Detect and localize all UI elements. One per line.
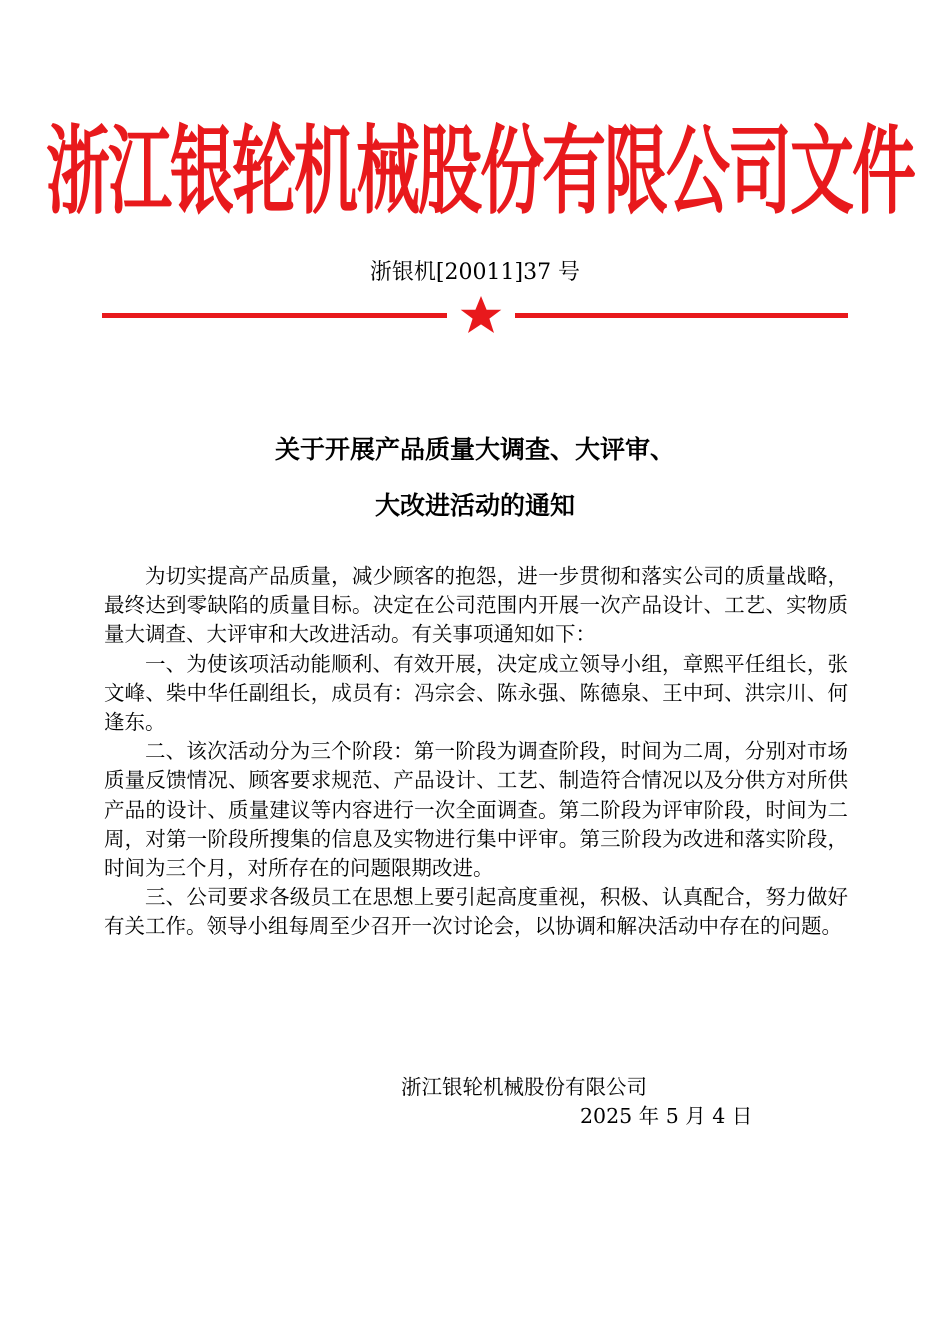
- notice-title-line-2: 大改进活动的通知: [374, 491, 575, 520]
- divider-line-left: [102, 313, 447, 318]
- document-header-title: 浙江银轮机械股份有限公司文件: [46, 117, 914, 229]
- document-number: 浙银机[20011]37 号: [369, 260, 581, 285]
- notice-body: [104, 562, 848, 942]
- body-paragraph-3: 三、公司要求各级员工在思想上要引起高度重视，积极、认真配合，努力做好有关工作。领导小组每周至少召开一次讨论会，以协调和解决活动中存在的问题。: [104, 885, 848, 939]
- notice-title-line-1: 关于开展产品质量大调查、大评审、: [274, 435, 675, 464]
- signature-date: 2025 年 5 月 4 日: [580, 1104, 753, 1128]
- body-paragraph-1: 一、为使该项活动能顺利、有效开展，决定成立领导小组，章熙平任组长，张文峰、柴中华任副组长，成员有：冯宗会、陈永强、陈德泉、王中珂、洪宗川、何逢东。: [104, 651, 848, 735]
- star-icon: [461, 296, 502, 333]
- divider-line-right: [515, 313, 848, 318]
- red-divider-with-star: [102, 296, 848, 346]
- body-paragraph-intro: 为切实提高产品质量，减少顾客的抱怨，进一步贯彻和落实公司的质量战略，最终达到零缺陷的质量目标。决定在公司范围内开展一次产品设计、工艺、实物质量大调查、大评审和大改进活动。有关事项通知如下：: [104, 564, 848, 647]
- signature-company: 浙江银轮机械股份有限公司: [401, 1075, 647, 1099]
- body-paragraph-2: 二、该次活动分为三个阶段：第一阶段为调查阶段，时间为二周，分别对市场质量反馈情况、顾客要求规范、产品设计、工艺、制造符合情况以及分供方对所供产品的设计、质量建议等内容进行一次全面调查。第二阶段为评审阶段，时间为二周，对第一阶段所搜集的信息及实物进行集中评审。第三阶段为改进和落实阶段，时间为三个月，对所存在的问题限期改进。: [104, 739, 848, 881]
